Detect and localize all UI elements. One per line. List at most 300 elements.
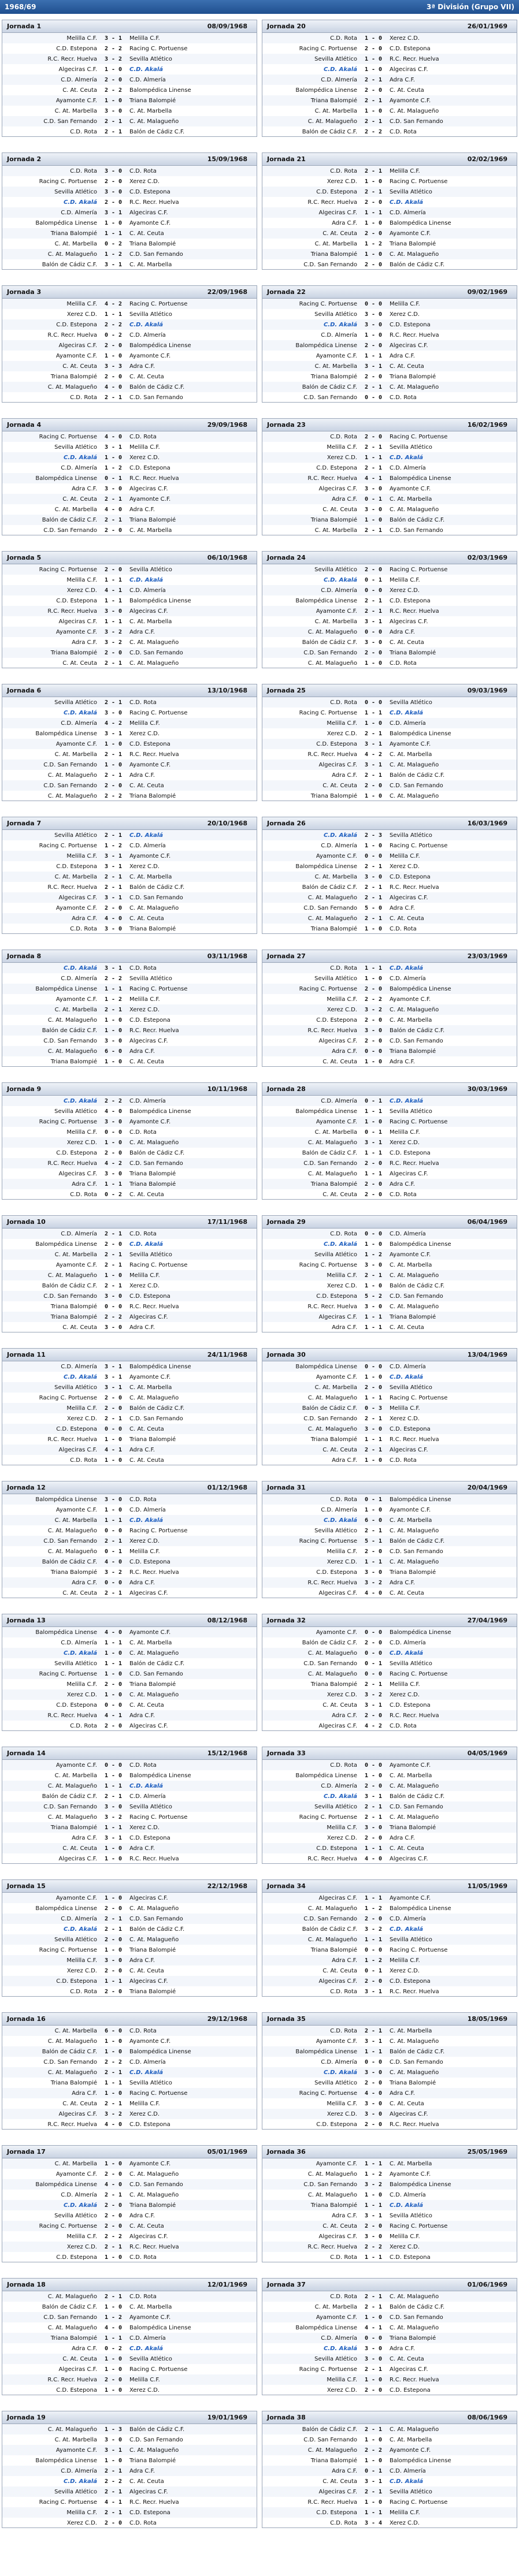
match-score: 2 - 1 [364, 730, 383, 737]
home-team: Adra C.F. [332, 2212, 357, 2219]
match-row [2, 830, 257, 840]
home-team: Balompédica Linense [35, 475, 97, 482]
match-score: 1 - 1 [364, 209, 383, 216]
match-row [262, 1924, 517, 1934]
home-team: C.D. Estepona [316, 1017, 357, 1023]
home-team: Sevilla Atlético [314, 311, 357, 318]
home-team: C.D. Rota [70, 1988, 97, 1995]
away-team: Racing C. Portuense [390, 1394, 448, 1401]
away-team: C.D. Estepona [129, 188, 170, 195]
away-team: Melilla C.F. [390, 853, 420, 859]
match-row [262, 207, 517, 218]
match-score: 0 - 1 [364, 1660, 383, 1667]
match-score: 0 - 0 [364, 587, 383, 594]
home-team: C.D. Almería [61, 464, 97, 471]
match-score: 1 - 1 [104, 1517, 123, 1524]
home-team: C. At. Malagueño [47, 772, 97, 779]
match-score: 2 - 0 [104, 1394, 123, 1401]
away-team: C. At. Malagueño [390, 251, 439, 258]
jornada-date: 15/09/1968 [207, 155, 247, 163]
away-team: Balón de Cádiz C.F. [129, 2426, 185, 2433]
home-team: Algeciras C.F. [318, 1589, 357, 1596]
away-team: Triana Balompié [390, 1048, 436, 1055]
match-row [2, 1567, 257, 1577]
match-row [2, 1903, 257, 1914]
match-row [2, 2067, 257, 2078]
match-score: 2 - 0 [104, 566, 123, 573]
match-row [262, 463, 517, 473]
home-team: R.C. Recr. Huelva [47, 608, 97, 615]
match-row [2, 1760, 257, 1770]
away-team: C. At. Ceuta [390, 2355, 424, 2362]
away-team: Sevilla Atlético [129, 2079, 172, 2086]
match-row [2, 1627, 257, 1637]
home-team: Sevilla Atlético [314, 55, 357, 62]
match-row [262, 791, 517, 801]
away-team: C. At. Malagueño [390, 761, 439, 768]
match-score: 1 - 0 [364, 178, 383, 185]
home-team: Melilla C.F. [66, 2233, 97, 2240]
match-score: 4 - 0 [364, 2090, 383, 2097]
away-team: Xerez C.D. [129, 454, 160, 461]
match-score: 3 - 0 [104, 925, 123, 932]
home-team: C.D. Akalá [323, 1517, 357, 1524]
jornada-title: Jornada 8 [7, 952, 42, 960]
match-score: 1 - 2 [364, 1905, 383, 1912]
match-row [2, 2221, 257, 2231]
away-team: Ayamonte C.F. [390, 1506, 431, 1513]
match-score: 3 - 1 [104, 2447, 123, 2454]
home-team: C.D. San Fernando [43, 1293, 97, 1300]
match-row [262, 2179, 517, 2190]
match-row [262, 1710, 517, 1721]
match-row [2, 575, 257, 585]
match-row [2, 770, 257, 780]
match-row [2, 606, 257, 616]
match-score: 1 - 0 [104, 2355, 123, 2362]
jornada-date: 30/03/1969 [467, 1085, 507, 1093]
away-team: C. At. Malagueño [390, 2324, 439, 2331]
away-team: Racing C. Portuense [390, 433, 448, 440]
home-team: Adra C.F. [332, 1324, 357, 1331]
home-team: C. At. Malagueño [307, 1905, 357, 1912]
jornada-header [262, 1880, 517, 1893]
jornada-header [262, 950, 517, 963]
match-row [2, 1056, 257, 1067]
match-score: 1 - 0 [104, 2090, 123, 2097]
match-score: 1 - 0 [364, 2376, 383, 2383]
match-score: 2 - 1 [104, 2191, 123, 2198]
home-team: Balompédica Linense [295, 597, 357, 604]
match-score: 3 - 2 [364, 1691, 383, 1698]
home-team: Triana Balompié [50, 1058, 97, 1065]
match-row [262, 1056, 517, 1067]
match-row [262, 1903, 517, 1914]
match-score: 2 - 1 [364, 1803, 383, 1810]
match-row [2, 1893, 257, 1903]
home-team: C.D. Estepona [56, 1978, 97, 1985]
jornada-date: 13/04/1969 [467, 1351, 507, 1358]
match-row [2, 780, 257, 791]
home-team: C. At. Ceuta [322, 2223, 357, 2229]
match-row [262, 2518, 517, 2528]
home-team: Balón de Cádiz C.F. [42, 2303, 97, 2310]
match-score: 1 - 0 [364, 792, 383, 799]
away-team: Ayamonte C.F. [390, 1894, 431, 1901]
match-score: 6 - 0 [104, 1048, 123, 1055]
match-score: 1 - 0 [364, 975, 383, 982]
match-row [2, 2507, 257, 2518]
away-team: Triana Balompié [129, 1946, 176, 1953]
jornada-title: Jornada 33 [267, 1749, 306, 1757]
home-team: Triana Balompié [310, 251, 357, 258]
home-team: C.D. Rota [70, 1191, 97, 1198]
jornada-title: Jornada 18 [7, 2281, 46, 2288]
match-row [262, 442, 517, 452]
away-team: Ayamonte C.F. [129, 853, 171, 859]
away-team: R.C. Recr. Huelva [390, 1988, 439, 1995]
home-team: Balompédica Linense [295, 863, 357, 870]
away-team: R.C. Recr. Huelva [129, 751, 179, 758]
home-team: Melilla C.F. [327, 720, 357, 727]
match-row [2, 1721, 257, 1731]
jornada-title: Jornada 35 [267, 2015, 306, 2023]
match-score: 1 - 2 [104, 996, 123, 1003]
match-row [262, 1106, 517, 1116]
away-team: Melilla C.F. [390, 576, 420, 583]
match-row [262, 851, 517, 861]
jornada-date: 18/05/1969 [467, 2015, 507, 2023]
away-team: Xerez C.D. [129, 1006, 160, 1013]
match-score: 1 - 1 [364, 1845, 383, 1852]
away-team: Adra C.F. [129, 772, 155, 779]
match-row [2, 718, 257, 728]
away-team: Racing C. Portuense [390, 1946, 448, 1953]
match-row [262, 647, 517, 658]
jornada-block [262, 20, 517, 137]
match-score: 1 - 1 [104, 230, 123, 237]
home-team: C.D. Estepona [56, 863, 97, 870]
match-row [2, 749, 257, 760]
match-row [262, 75, 517, 85]
match-row [262, 1648, 517, 1658]
match-score: 3 - 1 [364, 2038, 383, 2045]
match-score: 1 - 0 [364, 1118, 383, 1125]
match-row [2, 494, 257, 504]
home-team: C. At. Malagueño [307, 2171, 357, 2177]
home-team: Racing C. Portuense [299, 709, 357, 716]
jornada-block [262, 1348, 517, 1465]
match-row [2, 2169, 257, 2179]
jornada-title: Jornada 36 [267, 2148, 306, 2156]
home-team: Algeciras C.F. [58, 2110, 97, 2117]
home-team: C. At. Ceuta [322, 506, 357, 513]
away-team: C.D. Estepona [129, 2121, 170, 2128]
away-team: Racing C. Portuense [390, 1118, 448, 1125]
match-row [262, 473, 517, 483]
home-team: Triana Balompié [310, 792, 357, 799]
away-team: C.D. Akalá [129, 1517, 164, 1524]
home-team: C.D. Rota [330, 2519, 357, 2526]
match-row [262, 95, 517, 106]
match-row [262, 126, 517, 137]
match-row [2, 2385, 257, 2395]
match-row [262, 2455, 517, 2466]
match-row [262, 525, 517, 535]
match-row [2, 1588, 257, 1598]
match-score: 1 - 0 [364, 660, 383, 667]
home-team: Algeciras C.F. [58, 1855, 97, 1862]
home-team: Sevilla Atlético [314, 1527, 357, 1534]
match-row [2, 840, 257, 851]
home-team: C.D. Akalá [323, 66, 357, 73]
match-row [262, 606, 517, 616]
match-score: 1 - 2 [104, 2314, 123, 2321]
away-team: Balompédica Linense [129, 1108, 191, 1115]
match-score: 1 - 1 [364, 2202, 383, 2209]
match-row [262, 1025, 517, 1036]
away-team: C.D. Almería [129, 76, 166, 83]
match-row [262, 1004, 517, 1015]
home-team: Ayamonte C.F. [55, 352, 97, 359]
jornada-block [262, 2278, 517, 2395]
match-row [262, 166, 517, 176]
home-team: Xerez C.D. [66, 2243, 97, 2250]
match-row [262, 1812, 517, 1822]
away-team: Balón de Cádiz C.F. [390, 516, 445, 523]
match-score: 1 - 0 [364, 2191, 383, 2198]
match-row [262, 176, 517, 187]
home-team: Ayamonte C.F. [55, 2171, 97, 2177]
away-team: Racing C. Portuense [390, 842, 448, 849]
match-row [2, 2343, 257, 2354]
match-row [2, 319, 257, 330]
match-row [262, 2466, 517, 2476]
home-team: R.C. Recr. Huelva [307, 1855, 357, 1862]
home-team: Racing C. Portuense [299, 1814, 357, 1821]
home-team: Balón de Cádiz C.F. [302, 639, 357, 646]
away-team: Triana Balompié [390, 2079, 436, 2086]
jornada-header [2, 817, 257, 830]
away-team: Triana Balompié [129, 925, 176, 932]
match-row [2, 1301, 257, 1312]
match-score: 1 - 1 [364, 965, 383, 971]
match-row [262, 1189, 517, 1200]
match-score: 2 - 0 [364, 782, 383, 789]
away-team: C.D. Akalá [129, 321, 164, 328]
home-team: R.C. Recr. Huelva [307, 1579, 357, 1586]
home-team: Racing C. Portuense [299, 985, 357, 992]
away-team: Ayamonte C.F. [390, 2171, 431, 2177]
match-score: 1 - 0 [104, 1894, 123, 1901]
away-team: Algeciras C.F. [390, 2110, 428, 2117]
match-row [262, 116, 517, 126]
home-team: Balón de Cádiz C.F. [302, 128, 357, 135]
match-row [262, 1393, 517, 1403]
jornada-date: 08/09/1968 [207, 23, 247, 30]
away-team: Sevilla Atlético [129, 566, 172, 573]
match-row [2, 658, 257, 668]
match-score: 2 - 0 [104, 782, 123, 789]
match-row [262, 106, 517, 116]
jornada-block [2, 1747, 257, 1864]
home-team: R.C. Recr. Huelva [47, 1160, 97, 1167]
jornada-header [2, 1481, 257, 1494]
match-score: 3 - 1 [364, 1793, 383, 1800]
jornada-block [262, 551, 517, 668]
match-row [262, 2231, 517, 2242]
match-score: 1 - 2 [104, 842, 123, 849]
match-row [262, 2026, 517, 2036]
away-team: C. At. Malagueño [129, 1905, 179, 1912]
jornada-header [262, 684, 517, 697]
home-team: C. At. Marbella [54, 1772, 97, 1779]
jornada-date: 25/05/1969 [467, 2148, 507, 2156]
match-row [262, 1525, 517, 1536]
match-score: 0 - 2 [104, 2345, 123, 2352]
jornada-title: Jornada 7 [7, 820, 42, 827]
jornada-block [262, 1614, 517, 1731]
match-row [262, 2078, 517, 2088]
home-team: C.D. Rota [330, 167, 357, 174]
match-row [262, 1260, 517, 1270]
home-team: C.D. San Fernando [303, 2181, 357, 2188]
home-team: Adra C.F. [332, 1048, 357, 1055]
away-team: C. At. Malagueño [390, 1303, 439, 1310]
away-team: Sevilla Atlético [390, 188, 432, 195]
away-team: C. At. Ceuta [390, 1845, 424, 1852]
home-team: C.D. Estepona [316, 464, 357, 471]
away-team: Triana Balompié [129, 2457, 176, 2464]
away-team: C. At. Marbella [390, 2027, 432, 2034]
match-row [2, 1689, 257, 1700]
away-team: C.D. Rota [129, 965, 157, 971]
match-score: 0 - 0 [104, 1762, 123, 1769]
away-team: R.C. Recr. Huelva [129, 1303, 179, 1310]
match-score: 4 - 0 [104, 433, 123, 440]
match-score: 3 - 0 [104, 709, 123, 716]
match-row [262, 2291, 517, 2302]
match-row [2, 33, 257, 43]
home-team: C. At. Malagueño [307, 1425, 357, 1432]
jornada-block [262, 1879, 517, 1997]
away-team: C.D. Rota [129, 1496, 157, 1503]
home-team: C. At. Marbella [54, 107, 97, 114]
match-row [262, 2119, 517, 2130]
match-score: 1 - 0 [104, 2387, 123, 2393]
match-score: 1 - 1 [364, 709, 383, 716]
home-team: R.C. Recr. Huelva [307, 199, 357, 206]
home-team: Ayamonte C.F. [55, 628, 97, 635]
match-score: 0 - 1 [104, 475, 123, 482]
away-team: C.D. Almería [129, 1793, 166, 1800]
jornada-header [262, 20, 517, 33]
match-score: 5 - 2 [364, 1293, 383, 1300]
away-team: C. At. Malagueño [390, 1558, 439, 1565]
away-team: C.D. Akalá [129, 2345, 164, 2352]
away-team: Triana Balompié [129, 1181, 176, 1188]
home-team: Balón de Cádiz C.F. [302, 1926, 357, 1933]
away-team: Ayamonte C.F. [129, 219, 171, 226]
match-row [2, 2210, 257, 2221]
away-team: C. At. Malagueño [129, 1139, 179, 1146]
away-team: Melilla C.F. [129, 720, 160, 727]
jornada-header [262, 419, 517, 431]
match-score: 2 - 0 [364, 2079, 383, 2086]
home-team: Melilla C.F. [327, 1548, 357, 1555]
away-team: Balompédica Linense [129, 2324, 191, 2331]
match-row [2, 1229, 257, 1239]
away-team: C. At. Ceuta [390, 1324, 424, 1331]
home-team: Xerez C.D. [327, 178, 357, 185]
match-row [262, 627, 517, 637]
home-team: Sevilla Atlético [54, 832, 97, 839]
match-row [2, 994, 257, 1004]
match-score: 1 - 0 [364, 842, 383, 849]
home-team: Sevilla Atlético [54, 1936, 97, 1943]
away-team: Triana Balompié [129, 516, 176, 523]
match-row [262, 452, 517, 463]
home-team: Balón de Cádiz C.F. [302, 884, 357, 891]
away-team: C.D. Akalá [129, 1241, 164, 1248]
match-score: 1 - 1 [104, 1639, 123, 1646]
match-score: 2 - 0 [104, 1722, 123, 1729]
match-score: 0 - 2 [104, 240, 123, 247]
home-team: C. At. Ceuta [62, 87, 97, 94]
match-row [262, 1015, 517, 1025]
match-score: 2 - 1 [364, 76, 383, 83]
away-team: C. At. Malagueño [390, 2293, 439, 2300]
match-score: 2 - 0 [364, 199, 383, 206]
jornada-date: 16/03/1969 [467, 820, 507, 827]
match-row [262, 637, 517, 647]
match-row [262, 1403, 517, 1413]
home-team: Racing C. Portuense [39, 1946, 97, 1953]
home-team: C. At. Ceuta [62, 1589, 97, 1596]
home-team: C.D. Almería [321, 842, 357, 849]
home-team: C. At. Malagueño [47, 1527, 97, 1534]
home-team: Balompédica Linense [35, 1241, 97, 1248]
jornada-header [2, 552, 257, 564]
home-team: Sevilla Atlético [314, 1251, 357, 1258]
away-team: Melilla C.F. [390, 1405, 420, 1412]
match-row [262, 2302, 517, 2312]
match-score: 1 - 0 [104, 97, 123, 104]
match-row [262, 1658, 517, 1669]
match-score: 1 - 0 [364, 720, 383, 727]
match-row [2, 228, 257, 239]
home-team: Melilla C.F. [66, 300, 97, 307]
match-score: 1 - 0 [104, 1855, 123, 1862]
match-row [2, 760, 257, 770]
away-team: Adra C.F. [129, 363, 155, 370]
match-row [2, 1986, 257, 1997]
jornada-date: 08/12/1968 [207, 1617, 247, 1624]
away-team: Triana Balompié [129, 1436, 176, 1443]
jornada-title: Jornada 5 [7, 554, 42, 561]
match-score: 2 - 0 [104, 2519, 123, 2526]
match-row [2, 239, 257, 249]
match-score: 2 - 1 [104, 873, 123, 880]
home-team: Sevilla Atlético [54, 2212, 97, 2219]
home-team: C.D. San Fernando [43, 2058, 97, 2065]
match-score: 1 - 1 [364, 1936, 383, 1943]
away-team: C. At. Marbella [129, 527, 172, 534]
match-row [2, 515, 257, 525]
match-score: 2 - 0 [104, 527, 123, 534]
home-team: C.D. San Fernando [303, 904, 357, 911]
match-row [2, 2466, 257, 2476]
